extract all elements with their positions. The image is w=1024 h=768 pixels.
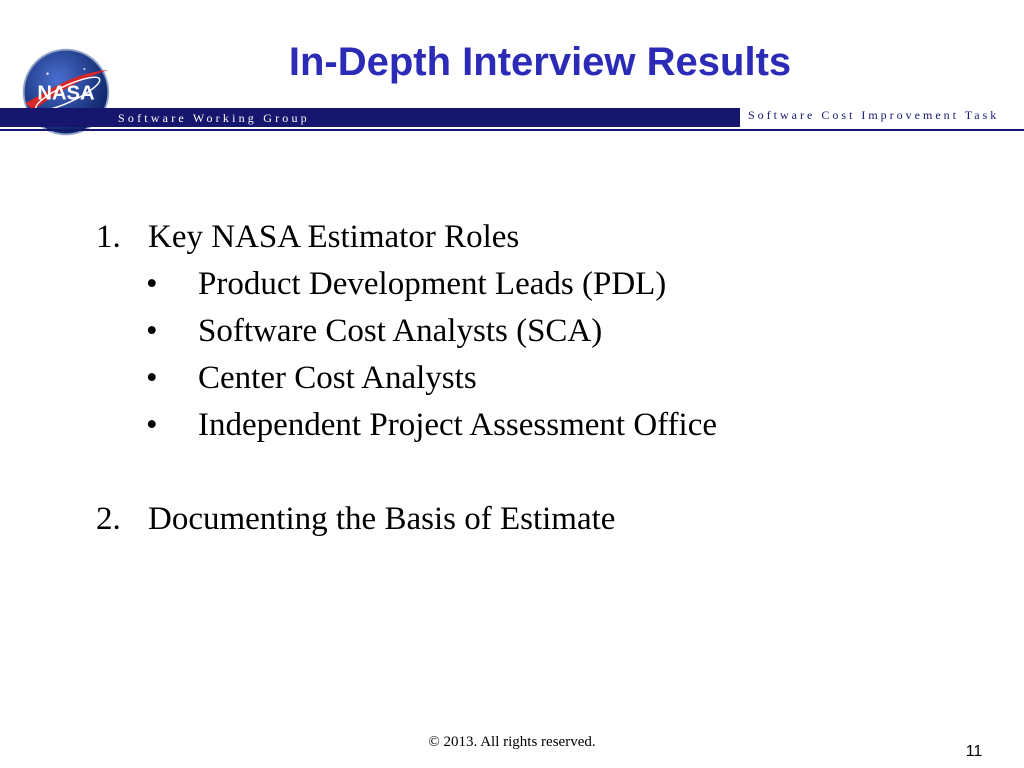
sub-item-4: [96, 402, 976, 449]
sub-item-1: [96, 261, 976, 308]
sub-item-label: Product Development Leads (PDL): [198, 266, 667, 302]
slide-content: [96, 214, 976, 543]
sub-item-label: Software Cost Analysts (SCA): [198, 313, 603, 349]
bullet-icon: •: [146, 360, 158, 396]
item-label: Key NASA Estimator Roles: [148, 219, 520, 255]
bullet-icon: •: [146, 266, 158, 302]
sub-item-label: Center Cost Analysts: [198, 360, 477, 396]
copyright-footer: © 2013. All rights reserved.: [428, 734, 596, 750]
sub-item-3: [96, 355, 976, 402]
band-right-label: Software Cost Improvement Task: [748, 108, 1000, 122]
slide-title: In-Depth Interview Results: [288, 40, 792, 84]
bullet-icon: •: [146, 313, 158, 349]
band-left-label: Software Working Group: [118, 111, 310, 125]
bullet-icon: •: [146, 407, 158, 443]
list-item-1: [96, 214, 976, 261]
item-number: 1.: [96, 219, 121, 255]
item-number: 2.: [96, 501, 121, 537]
svg-text:NASA: NASA: [37, 82, 95, 105]
sub-item-label: Independent Project Assessment Office: [198, 407, 718, 443]
page-number: 11: [965, 743, 983, 760]
list-item-2: [96, 496, 976, 543]
item-label: Documenting the Basis of Estimate: [148, 501, 616, 537]
sub-item-2: [96, 308, 976, 355]
list-spacer: [96, 449, 976, 496]
